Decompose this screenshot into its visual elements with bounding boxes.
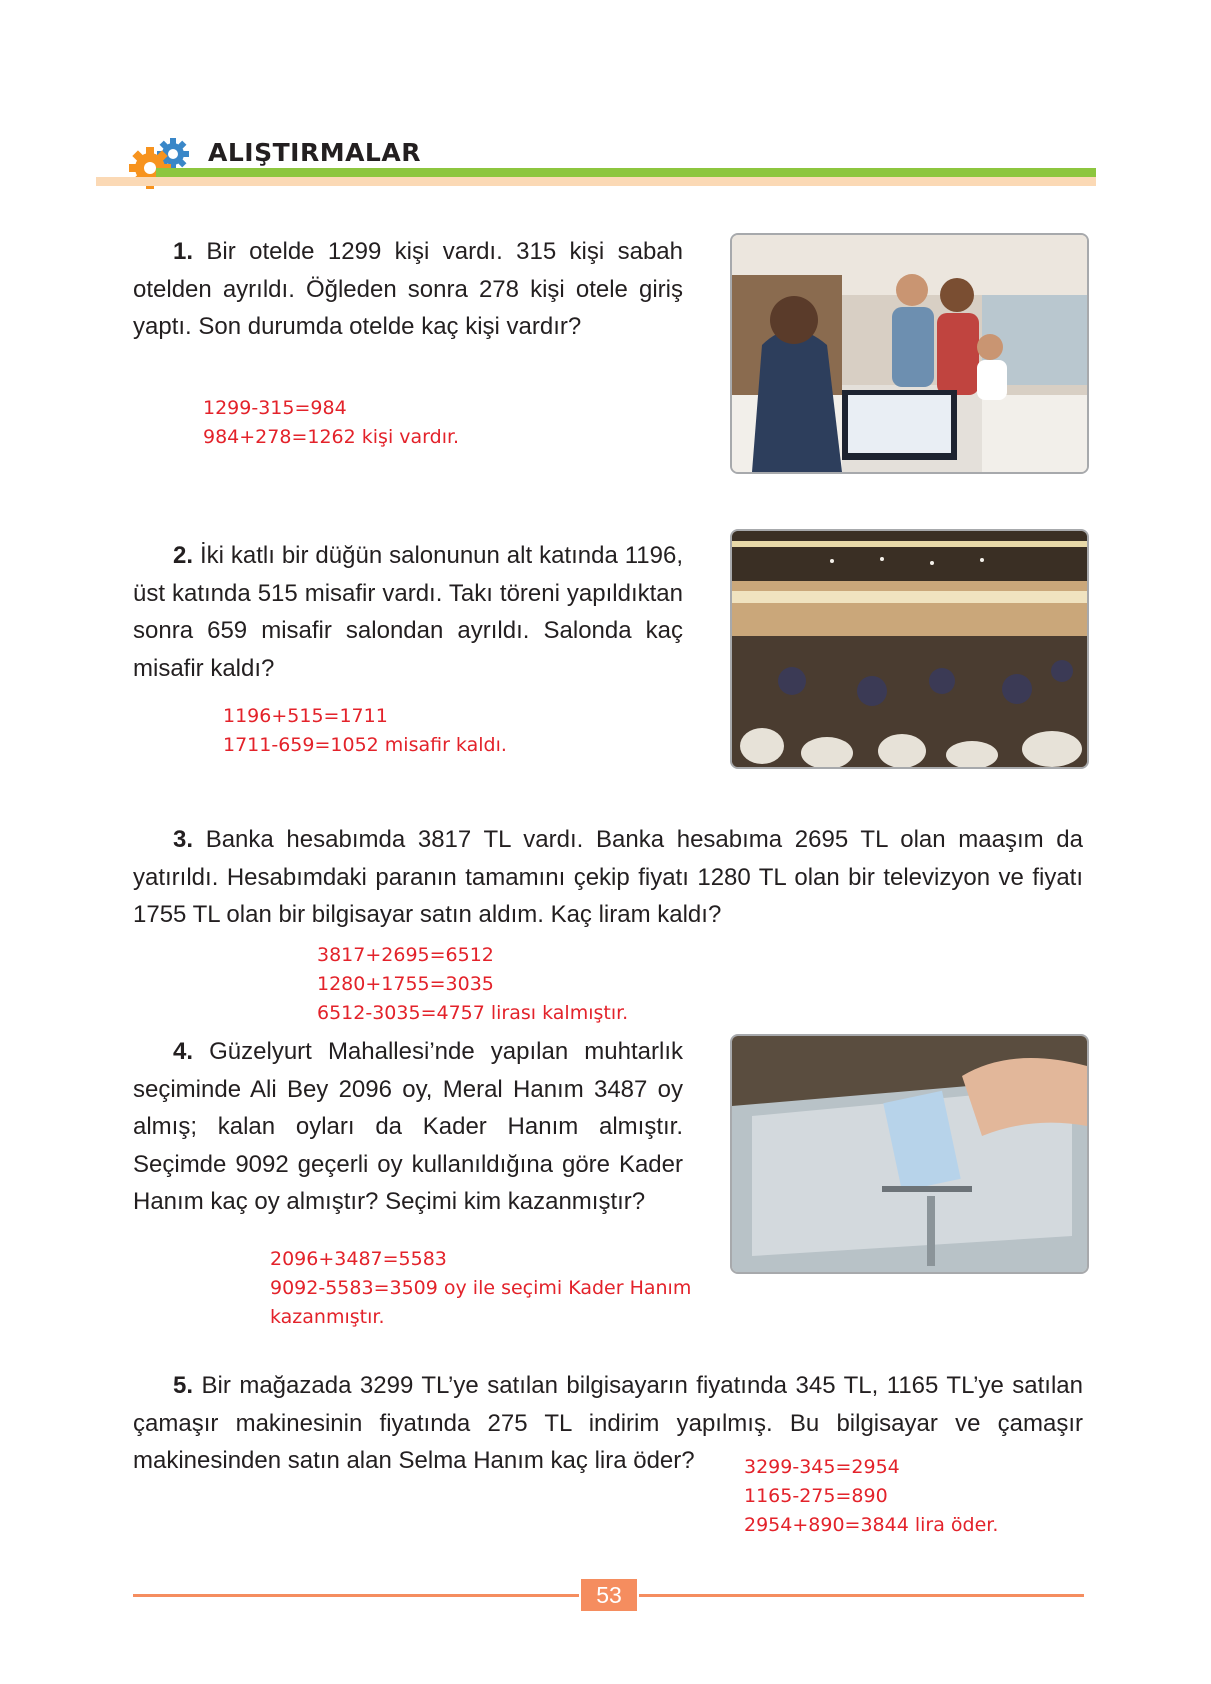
answer-4	[270, 1245, 691, 1332]
question-text: Banka hesabımda 3817 TL vardı. Banka hesabıma 2695 TL olan maaşım da yatırıldı. Hesabımdaki paranın tamamını çekip fiyatı 1280 TL olan bir televizyon ve fiyatı 1755 TL olan bir bilgisayar satın aldım. Kaç liram kaldı?	[133, 826, 1084, 928]
page-number: 53	[581, 1579, 637, 1611]
answer-line: 1196+515=1711	[223, 705, 388, 727]
answer-line: 3299-345=2954	[744, 1456, 900, 1478]
question-3	[133, 821, 1083, 934]
answer-line: 984+278=1262 kişi vardır.	[203, 426, 460, 448]
answer-3	[317, 941, 628, 1028]
footer-rule-left	[133, 1594, 579, 1597]
question-1	[133, 233, 683, 346]
question-2	[133, 537, 683, 687]
answer-line: 1280+1755=3035	[317, 973, 494, 995]
answer-line: kazanmıştır.	[270, 1306, 385, 1328]
ballot-box-photo	[730, 1034, 1089, 1274]
answer-5	[744, 1453, 998, 1540]
answer-line: 9092-5583=3509 oy ile seçimi Kader Hanım	[270, 1277, 692, 1299]
answer-line: 6512-3035=4757 lirası kalmıştır.	[317, 1002, 629, 1024]
answer-line: 1711-659=1052 misafir kaldı.	[223, 734, 507, 756]
question-4	[133, 1033, 683, 1221]
question-number: 2.	[173, 542, 194, 569]
header-bar-peach	[96, 177, 1096, 186]
section-title: ALIŞTIRMALAR	[208, 138, 421, 167]
question-number: 4.	[173, 1038, 194, 1065]
section-header	[96, 128, 1096, 192]
answer-1	[203, 394, 459, 452]
question-text: Bir otelde 1299 kişi vardı. 315 kişi sabah otelden ayrıldı. Öğleden sonra 278 kişi otele giriş yaptı. Son durumda otelde kaç kişi vardır?	[133, 238, 683, 340]
question-number: 3.	[173, 826, 194, 853]
answer-line: 3817+2695=6512	[317, 944, 494, 966]
answer-line: 2954+890=3844 lira öder.	[744, 1514, 999, 1536]
hotel-reception-photo	[730, 233, 1089, 474]
header-bar-green	[156, 168, 1096, 177]
question-text: Güzelyurt Mahallesi’nde yapılan muhtarlık seçiminde Ali Bey 2096 oy, Meral Hanım 3487 oy almış; kalan oyları da Kader Hanım almıştır. Seçimde 9092 geçerli oy kullanıldığına göre Kader Hanım kaç oy almıştır? Seçimi kim kazanmıştır?	[133, 1038, 683, 1215]
question-text: İki katlı bir düğün salonunun alt katında 1196, üst katında 515 misafir vardı. Takı töreni yapıldıktan sonra 659 misafir salondan ayrıldı. Salonda kaç misafir kaldı?	[133, 542, 684, 682]
answer-line: 1165-275=890	[744, 1485, 888, 1507]
answer-2	[223, 702, 507, 760]
question-number: 5.	[173, 1372, 194, 1399]
answer-line: 1299-315=984	[203, 397, 347, 419]
wedding-hall-photo	[730, 529, 1089, 769]
question-text: Bir mağazada 3299 TL’ye satılan bilgisayarın fiyatında 345 TL, 1165 TL’ye satılan çamaşır makinesinin fiyatında 275 TL indirim yapılmış. Bu bilgisayar ve çamaşır makinesinden satın alan Selma Hanım kaç lira öder?	[133, 1372, 1083, 1474]
footer-rule-right	[639, 1594, 1084, 1597]
question-number: 1.	[173, 238, 194, 265]
answer-line: 2096+3487=5583	[270, 1248, 447, 1270]
